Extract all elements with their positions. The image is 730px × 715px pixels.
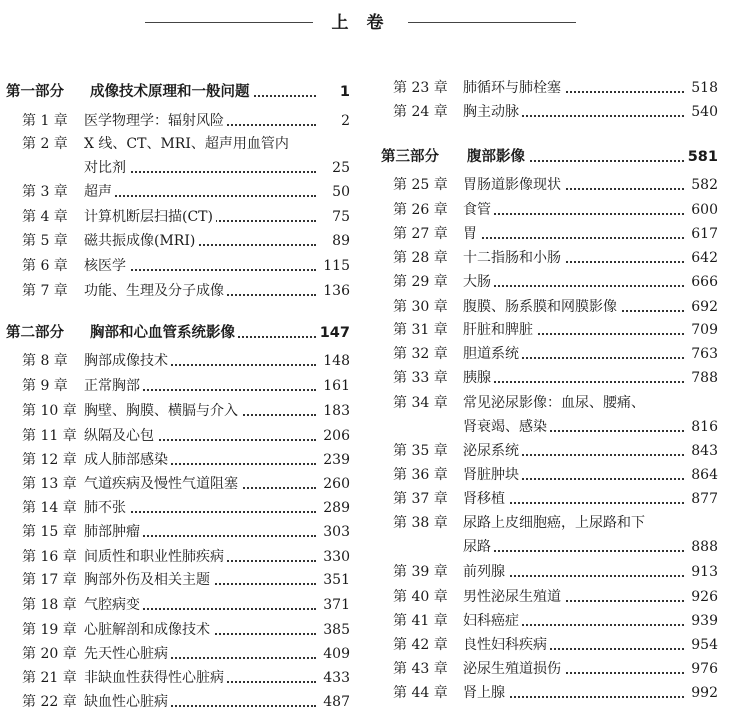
toc-entry[interactable] <box>375 101 718 123</box>
page-number: 843 <box>687 440 718 462</box>
toc-entry[interactable] <box>375 634 718 656</box>
chapter-title: 肾移植 <box>463 488 508 510</box>
chapter-label: 第 17 章 <box>22 572 77 588</box>
chapter-title: 间质性和职业性肺疾病 <box>84 546 227 568</box>
toc-entry[interactable] <box>375 319 718 341</box>
part-label: 第一部分 <box>6 84 64 100</box>
page-number: 239 <box>319 449 350 471</box>
chapter-label: 第 29 章 <box>393 274 448 290</box>
toc-entry-continuation[interactable] <box>375 536 718 558</box>
part-label: 第二部分 <box>6 325 64 341</box>
toc-entry[interactable] <box>0 280 350 302</box>
toc-entry[interactable] <box>0 643 350 665</box>
dot-leader <box>84 195 316 197</box>
page-number: 692 <box>687 296 718 318</box>
header-rule-left <box>145 22 313 23</box>
toc-entry[interactable] <box>0 691 350 713</box>
chapter-title: 常见泌尿影像：血尿、腰痛、 <box>463 392 648 414</box>
chapter-title: 超声 <box>84 181 115 203</box>
toc-entry[interactable] <box>0 255 350 277</box>
chapter-title: 胸壁、胸膜、横膈与介入 <box>84 400 241 422</box>
chapter-label: 第 41 章 <box>393 613 448 629</box>
toc-entry[interactable] <box>0 425 350 447</box>
toc-entry[interactable] <box>375 512 718 534</box>
chapter-label: 第 32 章 <box>393 346 448 362</box>
page-number: 148 <box>319 350 350 372</box>
page-number: 581 <box>684 146 718 168</box>
dot-leader <box>463 285 684 287</box>
toc-entry[interactable] <box>375 247 718 269</box>
dot-leader <box>463 381 684 383</box>
volume-title: 上 卷 <box>331 13 390 33</box>
page-number: 161 <box>319 375 350 397</box>
page-number: 2 <box>337 110 350 132</box>
toc-entry[interactable] <box>0 230 350 252</box>
chapter-label: 第 1 章 <box>22 113 68 129</box>
toc-entry[interactable] <box>0 667 350 689</box>
chapter-title: X 线、CT、MRI、超声用血管内 <box>84 133 292 155</box>
chapter-label: 第 3 章 <box>22 184 68 200</box>
page-number: 518 <box>687 77 718 99</box>
chapter-label: 第 23 章 <box>393 80 448 96</box>
toc-entry[interactable] <box>0 206 350 228</box>
toc-entry[interactable] <box>0 546 350 568</box>
chapter-title: 泌尿系统 <box>463 440 522 462</box>
toc-entry[interactable] <box>375 561 718 583</box>
toc-entry[interactable] <box>375 586 718 608</box>
part-heading[interactable] <box>375 146 718 168</box>
part-title: 腹部影像 <box>467 146 528 168</box>
toc-entry[interactable] <box>375 271 718 293</box>
page-number: 433 <box>319 667 350 689</box>
toc-entry[interactable] <box>375 77 718 99</box>
chapter-title-continuation: 肾衰竭、感染 <box>463 416 550 438</box>
toc-entry[interactable] <box>375 464 718 486</box>
toc-entry[interactable] <box>375 488 718 510</box>
chapter-title: 胰腺 <box>463 367 494 389</box>
toc-entry[interactable] <box>0 400 350 422</box>
toc-entry[interactable] <box>375 440 718 462</box>
dot-leader <box>463 237 684 239</box>
page-number: 926 <box>687 586 718 608</box>
chapter-title: 泌尿生殖道损伤 <box>463 658 564 680</box>
toc-entry[interactable] <box>0 569 350 591</box>
chapter-label: 第 22 章 <box>22 694 77 710</box>
toc-entry[interactable] <box>375 199 718 221</box>
chapter-title: 磁共振成像(MRI) <box>84 230 198 252</box>
page-number: 939 <box>687 610 718 632</box>
chapter-title: 胸主动脉 <box>463 101 522 123</box>
page-number: 89 <box>328 230 350 252</box>
chapter-label: 第 28 章 <box>393 250 448 266</box>
page-number: 351 <box>319 569 350 591</box>
chapter-title: 功能、生理及分子成像 <box>84 280 227 302</box>
chapter-label: 第 38 章 <box>393 515 448 531</box>
part-title: 成像技术原理和一般问题 <box>90 81 253 103</box>
chapter-title: 缺血性心脏病 <box>84 691 171 713</box>
chapter-label: 第 14 章 <box>22 500 77 516</box>
chapter-title: 医学物理学：辐射风险 <box>84 110 227 132</box>
chapter-title: 气道疾病及慢性气道阻塞 <box>84 473 241 495</box>
chapter-title: 胸部外伤及相关主题 <box>84 569 213 591</box>
chapter-title: 肺部肿瘤 <box>84 521 143 543</box>
chapter-label: 第 21 章 <box>22 670 77 686</box>
page-number: 75 <box>328 206 350 228</box>
chapter-title-continuation: 尿路 <box>463 536 494 558</box>
page-number: 330 <box>319 546 350 568</box>
chapter-title: 纵隔及心包 <box>84 425 157 447</box>
page-number: 50 <box>328 181 350 203</box>
chapter-title: 胸部成像技术 <box>84 350 171 372</box>
chapter-title: 胃 <box>463 223 480 245</box>
chapter-title: 男性泌尿生殖道 <box>463 586 564 608</box>
chapter-title: 大肠 <box>463 271 494 293</box>
chapter-label: 第 37 章 <box>393 491 448 507</box>
chapter-title-continuation: 对比剂 <box>84 157 129 179</box>
page-number: 666 <box>687 271 718 293</box>
page-number: 147 <box>316 322 350 344</box>
page-number: 763 <box>687 343 718 365</box>
chapter-label: 第 11 章 <box>22 428 77 444</box>
toc-entry[interactable] <box>0 133 350 155</box>
chapter-title: 前列腺 <box>463 561 508 583</box>
toc-entry[interactable] <box>0 110 350 132</box>
chapter-label: 第 13 章 <box>22 476 77 492</box>
chapter-label: 第 27 章 <box>393 226 448 242</box>
part-heading[interactable] <box>0 322 350 344</box>
page-number: 115 <box>319 255 350 277</box>
toc-entry-continuation[interactable] <box>375 416 718 438</box>
chapter-label: 第 30 章 <box>393 299 448 315</box>
page-number: 540 <box>687 101 718 123</box>
chapter-label: 第 39 章 <box>393 564 448 580</box>
page-number: 371 <box>319 594 350 616</box>
page-number: 385 <box>319 619 350 641</box>
page-number: 976 <box>687 658 718 680</box>
toc-entry[interactable] <box>0 350 350 372</box>
toc-entry[interactable] <box>0 594 350 616</box>
chapter-title: 良性妇科疾病 <box>463 634 550 656</box>
chapter-label: 第 5 章 <box>22 233 68 249</box>
chapter-label: 第 8 章 <box>22 353 68 369</box>
page-number: 260 <box>319 473 350 495</box>
page-number: 136 <box>319 280 350 302</box>
page-number: 888 <box>687 536 718 558</box>
toc-entry[interactable] <box>375 343 718 365</box>
chapter-title: 正常胸部 <box>84 375 143 397</box>
header-rule-right <box>408 22 576 23</box>
chapter-label: 第 19 章 <box>22 622 77 638</box>
page-number: 642 <box>687 247 718 269</box>
chapter-label: 第 15 章 <box>22 524 77 540</box>
chapter-label: 第 44 章 <box>393 685 448 701</box>
chapter-title: 肺不张 <box>84 497 129 519</box>
page-number: 992 <box>687 682 718 704</box>
page-number: 954 <box>687 634 718 656</box>
toc-entry[interactable] <box>0 619 350 641</box>
toc-entry[interactable] <box>0 497 350 519</box>
page-number: 582 <box>687 174 718 196</box>
toc-entry[interactable] <box>0 473 350 495</box>
dot-leader <box>463 213 684 215</box>
toc-entry[interactable] <box>0 521 350 543</box>
chapter-label: 第 25 章 <box>393 177 448 193</box>
page-number: 788 <box>687 367 718 389</box>
chapter-title: 先天性心脏病 <box>84 643 171 665</box>
volume-header <box>0 8 730 38</box>
toc-entry[interactable] <box>0 449 350 471</box>
chapter-title: 十二指肠和小肠 <box>463 247 564 269</box>
page-number: 303 <box>319 521 350 543</box>
chapter-title: 腹膜、肠系膜和网膜影像 <box>463 296 620 318</box>
chapter-label: 第 6 章 <box>22 258 68 274</box>
chapter-title: 心脏解剖和成像技术 <box>84 619 213 641</box>
chapter-label: 第 33 章 <box>393 370 448 386</box>
chapter-title: 核医学 <box>84 255 129 277</box>
chapter-label: 第 34 章 <box>393 395 448 411</box>
chapter-label: 第 42 章 <box>393 637 448 653</box>
toc-entry[interactable] <box>375 296 718 318</box>
chapter-title: 成人肺部感染 <box>84 449 171 471</box>
dot-leader <box>463 550 684 552</box>
chapter-title: 气腔病变 <box>84 594 143 616</box>
chapter-label: 第 12 章 <box>22 452 77 468</box>
chapter-label: 第 40 章 <box>393 589 448 605</box>
chapter-title: 胃肠道影像现状 <box>463 174 564 196</box>
chapter-label: 第 16 章 <box>22 549 77 565</box>
toc-entry[interactable] <box>0 375 350 397</box>
page-number: 600 <box>687 199 718 221</box>
page-number: 617 <box>687 223 718 245</box>
toc-entry[interactable] <box>375 658 718 680</box>
chapter-title: 尿路上皮细胞癌，上尿路和下 <box>463 512 648 534</box>
toc-entry[interactable] <box>375 223 718 245</box>
chapter-label: 第 7 章 <box>22 283 68 299</box>
page-number: 289 <box>319 497 350 519</box>
chapter-label: 第 35 章 <box>393 443 448 459</box>
page-number: 913 <box>687 561 718 583</box>
page-number: 1 <box>336 81 350 103</box>
chapter-label: 第 18 章 <box>22 597 77 613</box>
toc-entry[interactable] <box>0 181 350 203</box>
toc-entry[interactable] <box>375 367 718 389</box>
chapter-label: 第 24 章 <box>393 104 448 120</box>
page-number: 877 <box>687 488 718 510</box>
chapter-label: 第 20 章 <box>22 646 77 662</box>
chapter-label: 第 31 章 <box>393 322 448 338</box>
page-number: 409 <box>319 643 350 665</box>
page-number: 25 <box>328 157 350 179</box>
chapter-title: 非缺血性获得性心脏病 <box>84 667 227 689</box>
part-title: 胸部和心血管系统影像 <box>90 322 238 344</box>
toc-entry[interactable] <box>375 174 718 196</box>
chapter-label: 第 4 章 <box>22 209 68 225</box>
chapter-label: 第 9 章 <box>22 378 68 394</box>
chapter-title: 计算机断层扫描(CT) <box>84 206 216 228</box>
toc-entry[interactable] <box>375 682 718 704</box>
chapter-label: 第 26 章 <box>393 202 448 218</box>
page-number: 864 <box>687 464 718 486</box>
chapter-title: 肺循环与肺栓塞 <box>463 77 564 99</box>
chapter-label: 第 10 章 <box>22 403 77 419</box>
page-number: 487 <box>319 691 350 713</box>
page-number: 816 <box>687 416 718 438</box>
chapter-title: 妇科癌症 <box>463 610 522 632</box>
chapter-title: 肾脏肿块 <box>463 464 522 486</box>
chapter-title: 肝脏和脾脏 <box>463 319 536 341</box>
page-number: 709 <box>687 319 718 341</box>
part-heading[interactable] <box>0 81 350 103</box>
chapter-title: 胆道系统 <box>463 343 522 365</box>
toc-entry[interactable] <box>375 392 718 414</box>
chapter-label: 第 43 章 <box>393 661 448 677</box>
chapter-title: 肾上腺 <box>463 682 508 704</box>
page-number: 183 <box>319 400 350 422</box>
toc-entry-continuation[interactable] <box>0 157 350 179</box>
chapter-title: 食管 <box>463 199 494 221</box>
chapter-label: 第 36 章 <box>393 467 448 483</box>
page-number: 206 <box>319 425 350 447</box>
chapter-label: 第 2 章 <box>22 136 68 152</box>
toc-entry[interactable] <box>375 610 718 632</box>
part-label: 第三部分 <box>381 149 439 165</box>
